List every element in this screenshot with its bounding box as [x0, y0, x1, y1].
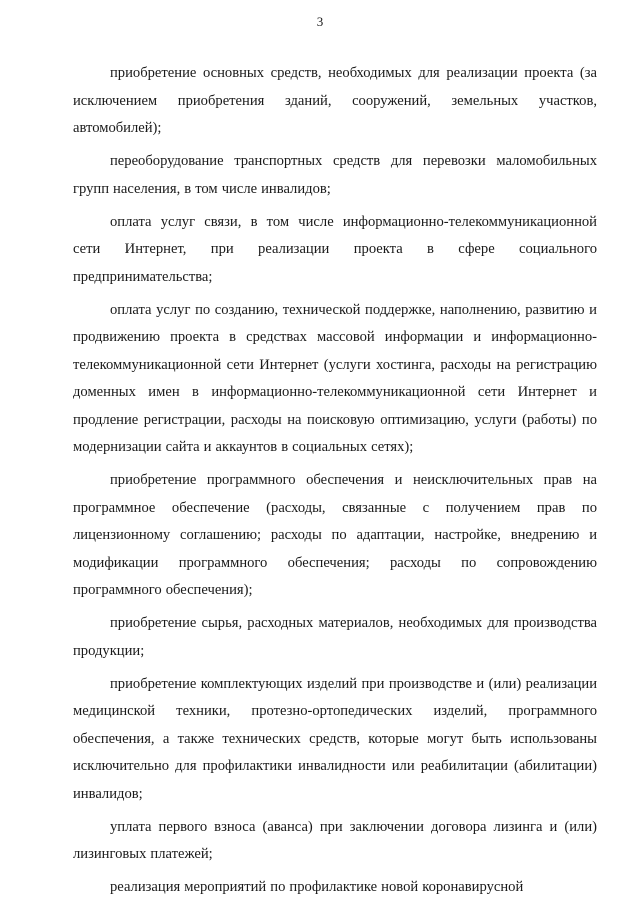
paragraph-raw-materials: приобретение сырья, расходных материалов, необходимых для производства продукции;	[73, 615, 597, 659]
paragraph-covid-prevention: реализация мероприятий по профилактике новой коронавирусной	[110, 879, 524, 895]
paragraph-fixed-assets: приобретение основных средств, необходимых для реализации проекта (за исключением приобретения зданий, сооружений, земельных участков, автомобилей);	[73, 65, 597, 136]
paragraph-communication-services: оплата услуг связи, в том числе информационно-телекоммуникационной сети Интернет, при реализации проекта в сфере социального предпринимательства;	[73, 213, 597, 285]
page-number: 3	[316, 14, 324, 29]
paragraph-components: приобретение комплектующих изделий при производстве и (или) реализации медицинской техники, протезно-ортопедических изделий, программного обеспечения, а также технических средств, которые могут быть использованы исключительно для профилактики инвалидности или реабилитации (абилитации) инвалидов;	[73, 675, 597, 802]
paragraph-software: приобретение программного обеспечения и неисключительных прав на программное обеспечение (расходы, связанные с получением прав по лицензионному соглашению; расходы по адаптации, настройке, внедрению и модификации программного обеспечения; расходы по сопровождению программного обеспечения);	[73, 472, 597, 598]
paragraph-media-promotion: оплата услуг по созданию, технической поддержке, наполнению, развитию и продвижению проекта в средствах массовой информации и информационно-телекоммуникационной сети Интернет (услуги хостинга, расходы на регистрацию доменных имен в информационно-телекоммуникационной сети Интернет и продление регистрации, расходы на поисковую оптимизацию, услуги (работы) по модернизации сайта и аккаунтов в социальных сетях);	[73, 301, 597, 455]
paragraph-vehicle-conversion: переоборудование транспортных средств для перевозки маломобильных групп населения, в том числе инвалидов;	[73, 153, 597, 197]
document-body	[73, 60, 597, 907]
paragraph-leasing: уплата первого взноса (аванса) при заключении договора лизинга и (или) лизинговых платежей;	[73, 818, 597, 862]
